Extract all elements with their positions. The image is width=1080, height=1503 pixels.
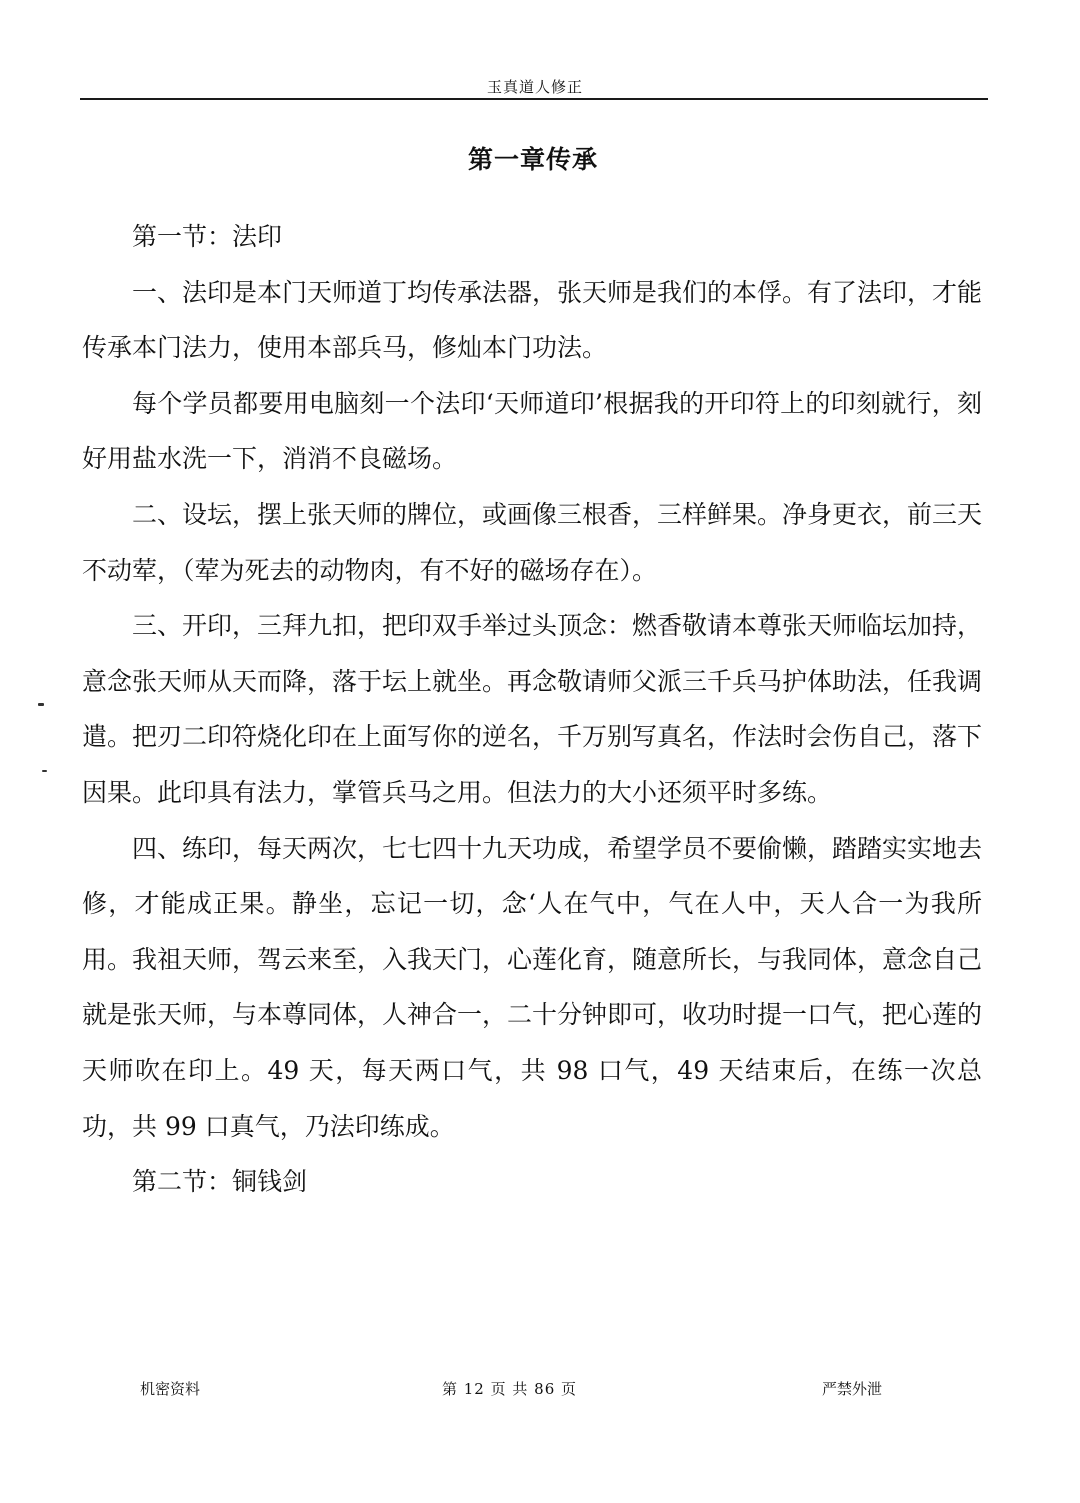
paragraph-2: 每个学员都要用电脑刻一个法印‘天师道印’根据我的开印符上的印刻就行，刻好用盐水洗一下，消消不良磁场。 [82,388,982,474]
footer-left-label: 机密资料 [140,1380,201,1398]
section-heading-2: 第二节：铜钱剑 [132,1167,308,1197]
running-header: 玉真道人修正 [486,78,583,96]
paragraph-1: 一、法印是本门天师道丁均传承法器，张天师是我们的本俘。有了法印，才能传承本门法力，使用本部兵马，修灿本门功法。 [82,277,983,363]
paragraph-4: 三、开印，三拜九扣，把印双手举过头顶念：燃香敬请本尊张天师临坛加持，意念张天师从天而降，落于坛上就坐。再念敬请师父派三千兵马护体助法，任我调遣。把刃二印符烧化印在上面写你的逆名，千万别写真名，作法时会伤自己，落下因果。此印具有法力，掌管兵马之用。但法力的大小还须平时多练。 [82,611,983,807]
section-heading-1: 第一节：法印 [132,222,283,251]
scan-speck [42,770,47,772]
chapter-title: 第一章传承 [467,145,598,174]
body-text [82,209,982,1210]
paragraph-3: 二、设坛，摆上张天师的牌位，或画像三根香，三样鲜果。净身更衣，前三天不动荤，（荤为死去的动物肉，有不好的磁场存在）。 [82,499,983,585]
page-number: 第 12 页 共 86 页 [442,1380,578,1398]
paragraph-5: 四、练印，每天两次，七七四十九天功成，希望学员不要偷懒，踏踏实实地去修，才能成正果。静坐，忘记一切，念‘人在气中，气在人中，天人合一为我所用。我祖天师，驾云来至，入我天门，心莲化育，随意所长，与我同体，意念自己就是张天师，与本尊同体，人神合一，二十分钟即可，收功时提一口气，把心莲的天师吹在印上。49 天，每天两口气，共 98 口气，49 天结束后，在练一次总功，共 99 口真气，乃法印练成。 [82,833,983,1141]
scan-speck [38,703,44,706]
footer-right-label: 严禁外泄 [822,1380,883,1398]
header-divider [80,98,988,100]
